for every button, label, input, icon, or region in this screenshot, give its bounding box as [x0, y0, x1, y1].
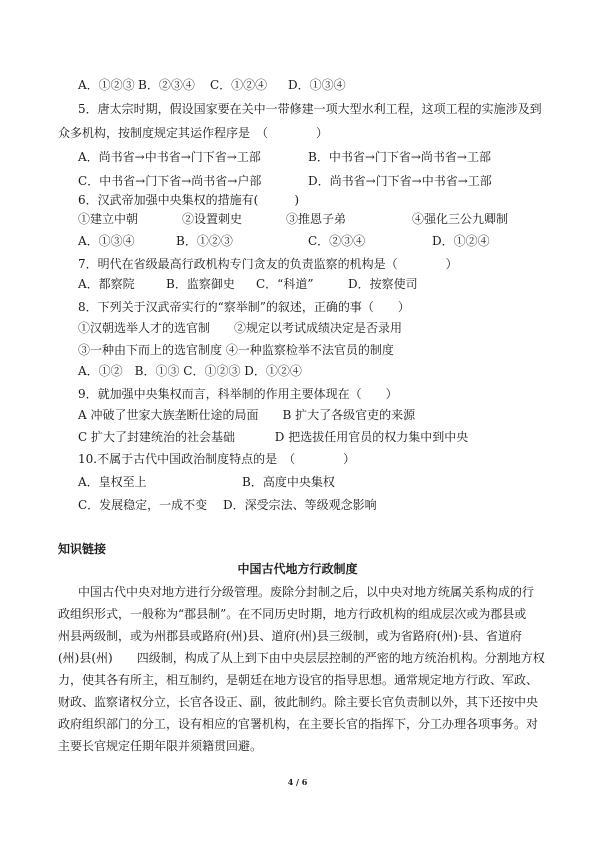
- paragraph-line-5: 力，使其各有所主，相互制约，是朝廷在地方设官的指导思想。通常规定地方行政、军政、: [58, 673, 539, 687]
- q8-stem: 8．下列关于汉武帝实行的“察举制”的叙述，正确的事（ ）: [78, 300, 410, 314]
- paragraph-line-7: 政府组织部门的分工，设有相应的官署机构，在主要长官的指挥下，分工办理各项事务。对: [58, 717, 539, 731]
- q5-option-c: C．中书省→门下省→尚书省→户部: [78, 174, 262, 188]
- q8-items-line2: ③一种由下而上的选官制度 ④一种监察检举不法官员的制度: [78, 343, 394, 357]
- q5-option-a: A．尚书省→中书省→门下省→工部: [78, 150, 261, 164]
- q9-options-line1: A 冲破了世家大族垄断仕途的局面 B 扩大了各级官吏的来源: [78, 408, 416, 422]
- q7-option-b: B．监察御史: [166, 277, 235, 291]
- paragraph-line-6: 财政、监察诸权分立，长官各设正、副，彼此制约。除主要长官负责制以外，其下还按中央: [58, 695, 539, 709]
- q6-option-b: B．①②③: [176, 234, 233, 248]
- q6-option-d: D．①②④: [432, 234, 490, 248]
- paragraph-line-1: 中国古代中央对地方进行分级管理。废除分封制之后，以中央对地方统属关系构成的行: [78, 585, 535, 599]
- q7-option-a: A．都察院: [78, 277, 135, 291]
- q7-option-c: C．“科道”: [256, 277, 314, 291]
- q10-options-line2: C．发展稳定，一成不变 D．深受宗法、等级观念影响: [78, 498, 377, 512]
- q8-items-line1: ①汉朝选举人才的选官制 ②规定以考试成绩决定是否录用: [78, 321, 403, 335]
- q8-options: A．①② B．①③ C．①②③ D．①②④: [78, 364, 302, 378]
- q9-stem: 9．就加强中央集权而言，科举制的作用主要体现在（ ）: [78, 387, 398, 401]
- q6-option-a: A．①③④: [78, 234, 135, 248]
- q10-option-b: B．高度中央集权: [242, 475, 335, 489]
- q5-option-b: B．中书省→门下省→尚书省→工部: [308, 150, 491, 164]
- option-c: C．①②④: [210, 78, 268, 92]
- paragraph-line-2: 政组织形式，一般称为“郡县制”。在不同历史时期，地方行政机构的组成层次或为郡县或: [58, 607, 527, 621]
- q7-stem: 7．明代在省级最高行政机构专门贪友的负责监察的机构是（ ）: [78, 257, 458, 271]
- q5-stem-line2: 众多机构，按制度规定其运作程序是 （ ）: [58, 126, 329, 140]
- q10-option-a: A．皇权至上: [78, 475, 147, 489]
- option-b: B．②③④: [138, 78, 195, 92]
- page-number: 4 / 6: [287, 777, 308, 787]
- paragraph-line-8: 主要长官规定任期年限并须籍贯回避。: [58, 739, 263, 753]
- paragraph-line-3: 州县两级制，或为州郡县或路府(州)县、道府(州)县三级制，或为省路府(州)·县、省道府: [58, 629, 522, 643]
- q10-stem: 10.不属于古代中国政治制度特点的是 （ ）: [78, 452, 356, 466]
- q6-item-3: ③推恩子弟: [286, 212, 347, 226]
- q6-item-4: ④强化三公九卿制: [412, 212, 509, 226]
- q6-item-1: ①建立中朝: [78, 212, 139, 226]
- q6-option-c: C．②③④: [308, 234, 366, 248]
- paragraph-line-4: (州)县(州) 四级制，构成了从上到下由中央层层控制的严密的地方统治机构。分割地方权: [58, 651, 545, 665]
- option-a: A．①②③: [78, 78, 135, 92]
- q7-option-d: D．按察使司: [348, 277, 418, 291]
- q6-stem: 6．汉武帝加强中央集权的措施有( ): [78, 193, 299, 207]
- section-title: 中国古代地方行政制度: [237, 562, 358, 576]
- q6-item-2: ②设置刺史: [182, 212, 243, 226]
- q5-stem-line1: 5．唐太宗时期，假设国家要在关中一带修建一项大型水利工程，这项工程的实施涉及到: [78, 102, 542, 116]
- q9-options-line2: C 扩大了封建统治的社会基础 D 把选拔任用官员的权力集中到中央: [78, 430, 469, 444]
- section-label: 知识链接: [58, 542, 107, 556]
- option-d: D．①③④: [288, 78, 346, 92]
- q5-option-d: D．尚书省→门下省→中书省→工部: [308, 174, 492, 188]
